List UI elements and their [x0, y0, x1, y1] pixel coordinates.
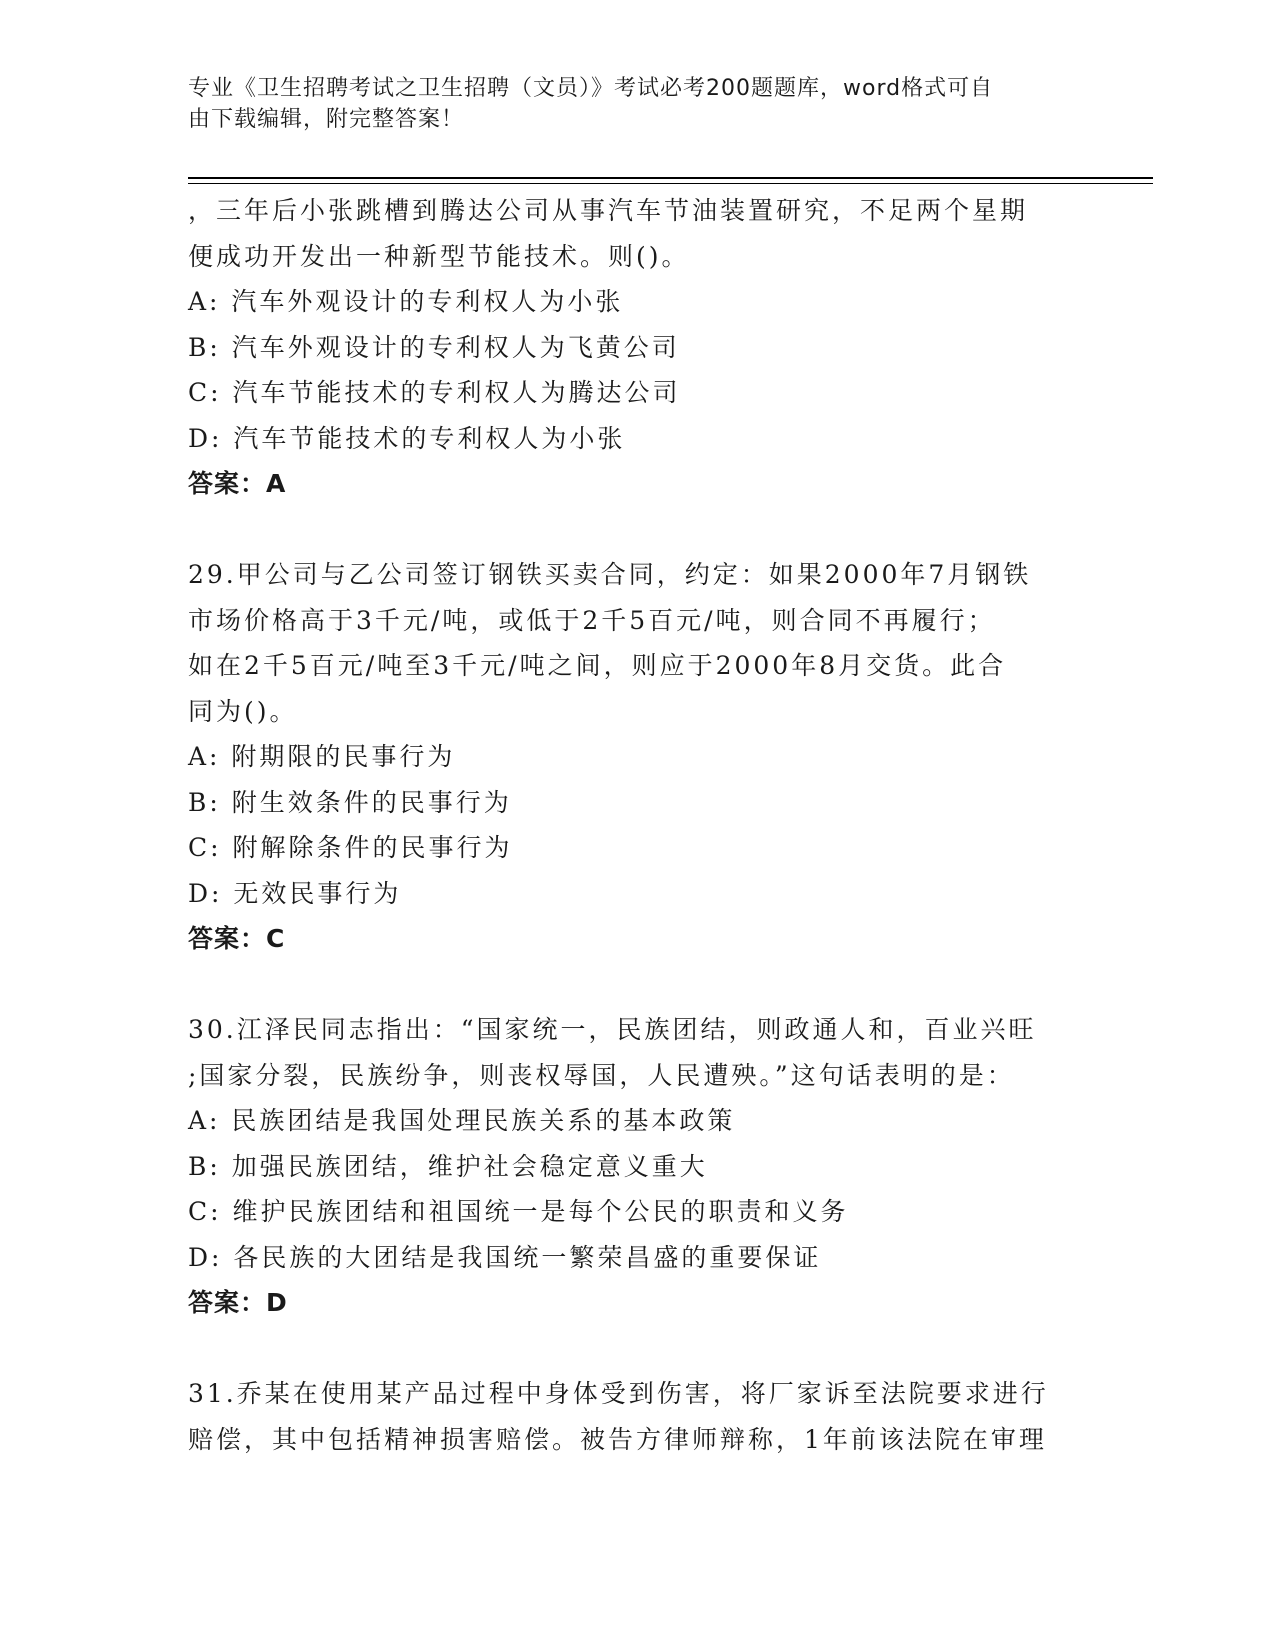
option-a: A: 附期限的民事行为	[188, 742, 456, 771]
option-d: D: 汽车节能技术的专利权人为小张	[188, 423, 626, 453]
spacer	[188, 1326, 1088, 1372]
option-a: A: 汽车外观设计的专利权人为小张	[188, 287, 624, 316]
header-line-1: 专业《卫生招聘考试之卫生招聘（文员）》考试必考200题题库，word格式可自	[188, 76, 994, 101]
question-29	[188, 552, 1088, 962]
option-c: C: 维护民族团结和祖国统一是每个公民的职责和义务	[188, 1197, 849, 1226]
spacer	[188, 962, 1088, 1008]
answer: 答案：D	[188, 1288, 288, 1317]
header-divider-thick	[188, 177, 1153, 179]
option-d: D: 无效民事行为	[188, 878, 402, 908]
question-30	[188, 1007, 1088, 1326]
question-text-line: 29.甲公司与乙公司签订钢铁买卖合同，约定：如果2000年7月钢铁	[188, 560, 1032, 589]
question-list	[188, 188, 1088, 1462]
question-text-line: 市场价格高于3千元/吨，或低于2千5百元/吨，则合同不再履行；	[188, 605, 996, 635]
option-b: B: 附生效条件的民事行为	[188, 787, 512, 817]
question-text-line: 同为()。	[188, 696, 298, 726]
header-divider-thin	[188, 183, 1153, 184]
option-b: B: 加强民族团结，维护社会稳定意义重大	[188, 1151, 708, 1181]
spacer	[188, 507, 1088, 553]
document-header	[188, 73, 1068, 135]
question-text-line: 赔偿，其中包括精神损害赔偿。被告方律师辩称，1年前该法院在审理	[188, 1424, 1047, 1454]
question-text-line: ，三年后小张跳槽到腾达公司从事汽车节油装置研究，不足两个星期	[188, 196, 1029, 225]
option-c: C: 附解除条件的民事行为	[188, 833, 513, 862]
question-text-line: 30.江泽民同志指出：“国家统一，民族团结，则政通人和，百业兴旺	[188, 1015, 1037, 1044]
question-text-line: 便成功开发出一种新型节能技术。则()。	[188, 241, 690, 271]
question-text-line: ;国家分裂，民族纷争，则丧权辱国，人民遭殃。”这句话表明的是：	[188, 1060, 1015, 1090]
header-line-2: 由下载编辑，附完整答案！	[188, 107, 465, 132]
option-d: D: 各民族的大团结是我国统一繁荣昌盛的重要保证	[188, 1242, 822, 1272]
question-text-line: 31.乔某在使用某产品过程中身体受到伤害，将厂家诉至法院要求进行	[188, 1379, 1049, 1408]
question-28	[188, 188, 1088, 507]
option-a: A: 民族团结是我国处理民族关系的基本政策	[188, 1106, 736, 1135]
question-31	[188, 1371, 1088, 1462]
answer: 答案：A	[188, 469, 287, 498]
question-text-line: 如在2千5百元/吨至3千元/吨之间，则应于2000年8月交货。此合	[188, 651, 1007, 680]
option-c: C: 汽车节能技术的专利权人为腾达公司	[188, 378, 681, 407]
answer: 答案：C	[188, 924, 286, 953]
option-b: B: 汽车外观设计的专利权人为飞黄公司	[188, 332, 680, 362]
